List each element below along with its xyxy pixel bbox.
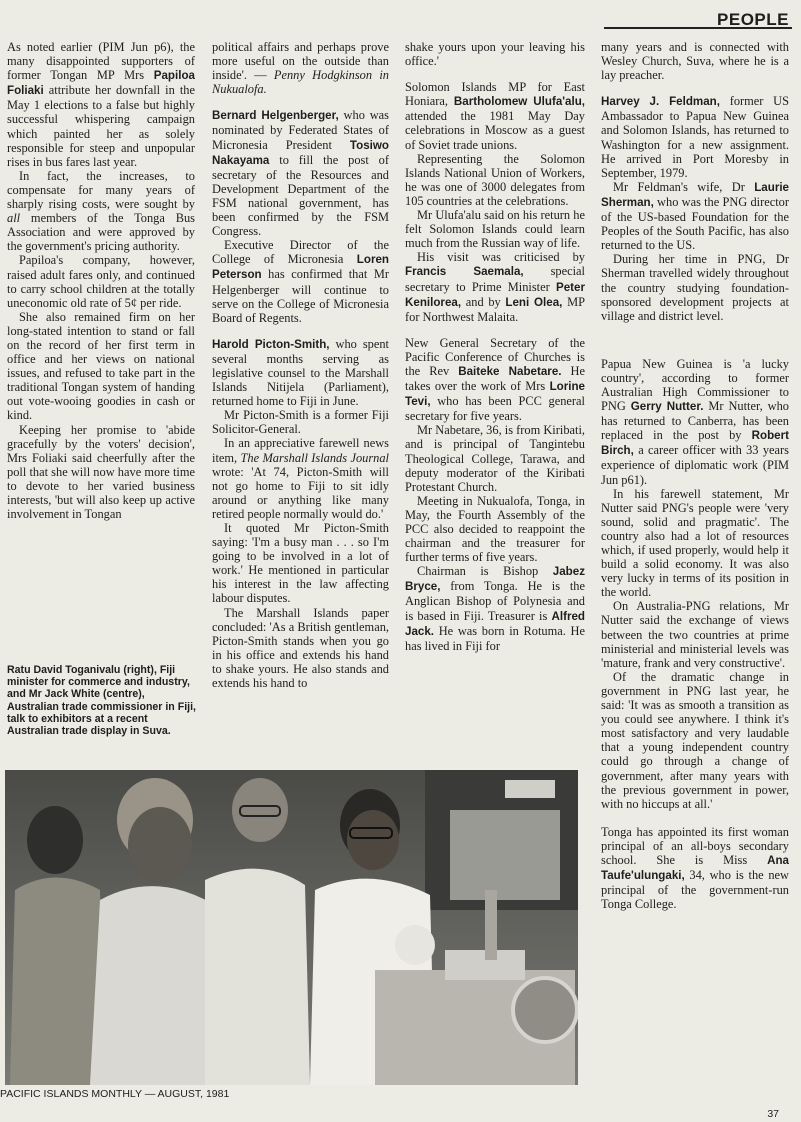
paragraph: New General Secretary of the Pacific Conference of Churches is the Rev Baiteke Nabetare. He takes over the work of Mrs Lorine Tevi, who has been PCC general secretary for five years. [405,335,585,424]
column-2 [212,40,389,764]
paragraph: Harvey J. Feldman, former US Ambassador to Papua New Guinea and Solomon Islands, has returned to Washington for a new assignment. He arrived in Port Moresby in September, 1979. [601,94,789,180]
paragraph: During her time in PNG, Dr Sherman travelled widely throughout the country studying foundation-sponsored development projects at village and district level. [601,252,789,323]
section-title: PEOPLE [717,10,789,29]
paragraph: She also remained firm on her long-stated intention to stand or fall on the record of her first term in office and her views on national issues, and refused to take part in the traditional Tongan system of handing out vote-wooing goodies in cash or kind. [7,309,195,423]
paragraph: Mr Nabetare, 36, is from Kiribati, and is principal of Tangintebu Theological College, Tarawa, and deputy moderator of the Kiribati Protestant Church. [405,423,585,494]
paragraph: political affairs and perhaps prove more useful on the outside than inside'. — Penny Hodgkinson in Nukualofa. [212,40,389,97]
page-number: 37 [767,1108,779,1120]
paragraph: Papiloa's company, however, raised adult fares only, and continued to carry school children at the totally uneconomic old rate of 5¢ per ride. [7,253,195,310]
paragraph: Mr Ulufa'alu said on his return he felt Solomon Islands could learn much from the Russian way of life. [405,208,585,251]
paragraph: Meeting in Nukualofa, Tonga, in May, the Fourth Assembly of the PCC also decided to reappoint the chairman and the treasurer for further terms of five years. [405,493,585,565]
photo-illustration [5,770,578,1085]
paragraph: Keeping her promise to 'abide gracefully by the voters' decision', Mrs Foliaki said cheerfully after the poll that she will now have more time to devote to her varied business interests, 'but will also keep up active involvement in Tongan [7,422,195,522]
trade-display-photo [5,770,578,1085]
column-1 [7,40,195,652]
paragraph: Of the dramatic change in government in PNG last year, he said: 'It was as smooth a transition as you could see anywhere. I think it's most satisfactory and very laudable that a young independent country could go through a change of government, after many years with the previous government in power, with no hiccups at all.' [601,669,789,811]
paragraph: Representing the Solomon Islands National Union of Workers, he was one of 3000 delegates from 105 countries at the celebrations. [405,151,585,208]
column-3 [405,40,585,764]
paragraph: Papua New Guinea is 'a lucky country', according to former Australian High Commissioner to PNG Gerry Nutter. Mr Nutter, who has returned to Canberra, has been replaced in the post by Robert Birch, a career officer with 33 years experience of diplomatic work (PIM Jun p61). [601,356,789,487]
paragraph: Mr Feldman's wife, Dr Laurie Sherman, who was the PNG director of the US-based Foundation for the Peoples of the South Pacific, has also returned to the US. [601,179,789,253]
paragraph: As noted earlier (PIM Jun p6), the many disappointed supporters of former Tongan MP Mrs Papiloa Foliaki attribute her downfall in the May 1 elections to a false but highly successful whispering campaign which painted her as solely responsible for steep and unpopular rises in bus fares last year. [7,40,195,169]
paragraph: Bernard Helgenberger, who was nominated by Federated States of Micronesia President Tosiwo Nakayama to fill the post of secretary of the Resources and Development Department of the FSM national government, has been confirmed by the FSM Congress. [212,108,389,239]
column-4 [601,40,789,1088]
paragraph: Tonga has appointed its first woman principal of an all-boys secondary school. She is Miss Ana Taufe'ulungaki, 34, who is the new principal of the government-run Tonga College. [601,824,789,912]
paragraph: many years and is connected with Wesley Church, Suva, where he is a lay preacher. [601,40,789,83]
page-footer: PACIFIC ISLANDS MONTHLY — AUGUST, 1981 [0,1088,230,1100]
paragraph: It quoted Mr Picton-Smith saying: 'I'm a busy man . . . so I'm going to be involved in a lot of work.' He mentioned in particular his interest in the law affecting labour disputes. [212,521,389,606]
paragraph: In his farewell statement, Mr Nutter said PNG's people were 'very sound, solid and pragmatic'. The country also had a lot of resources which, if used properly, would help it build a solid economy. It was also very lucky in terms of its position in the world. [601,486,789,600]
paragraph: His visit was criticised by Francis Saemala, special secretary to Prime Minister Peter Kenilorea, and by Leni Olea, MP for Northwest Malaita. [405,250,585,324]
paragraph: Solomon Islands MP for East Honiara, Bartholomew Ulufa'alu, attended the 1981 May Day celebrations in Moscow as a guest of Soviet trade unions. [405,80,585,152]
paragraph: On Australia-PNG relations, Mr Nutter said the exchange of views between the two countries at prime ministerial and ministerial levels was 'mature, frank and very constructive'. [601,599,789,670]
paragraph: Harold Picton-Smith, who spent several months serving as legislative counsel to the Marshall Islands Nitijela (Parliament), returned home to Fiji in June. [212,336,389,409]
paragraph: In an appreciative farewell news item, The Marshall Islands Journal wrote: 'At 74, Picton-Smith will not go home to Fiji to sit idly around or anything like many retired people normally would do.' [212,436,389,521]
paragraph: shake yours upon your leaving his office.' [405,40,585,69]
paragraph: In fact, the increases, to compensate for many years of sharply rising costs, were sought by all members of the Tonga Bus Association and were approved by the government's pricing authority. [7,168,195,254]
paragraph: Chairman is Bishop Jabez Bryce, from Tonga. He is the Anglican Bishop of Polynesia and is based in Fiji. Treasurer is Alfred Jack. He was born in Rotuma. He has lived in Fiji for [405,564,585,653]
paragraph: Mr Picton-Smith is a former Fiji Solicitor-General. [212,408,389,437]
paragraph: The Marshall Islands paper concluded: 'As a British gentleman, Picton-Smith stands when you go in his office and extends his hand to shake yours. He also stands and extends his hand to [212,605,389,691]
paragraph: Executive Director of the College of Micronesia Loren Peterson has confirmed that Mr Helgenberger will continue to serve on the College of Micronesia Board of Regents. [212,238,389,325]
photo-caption: Ratu David Toganivalu (right), Fiji minister for commerce and industry, and Mr Jack White (centre), Australian trade commissioner in Fiji, talk to exhibitors at a recent Australian trade display in Suva. [7,664,196,738]
